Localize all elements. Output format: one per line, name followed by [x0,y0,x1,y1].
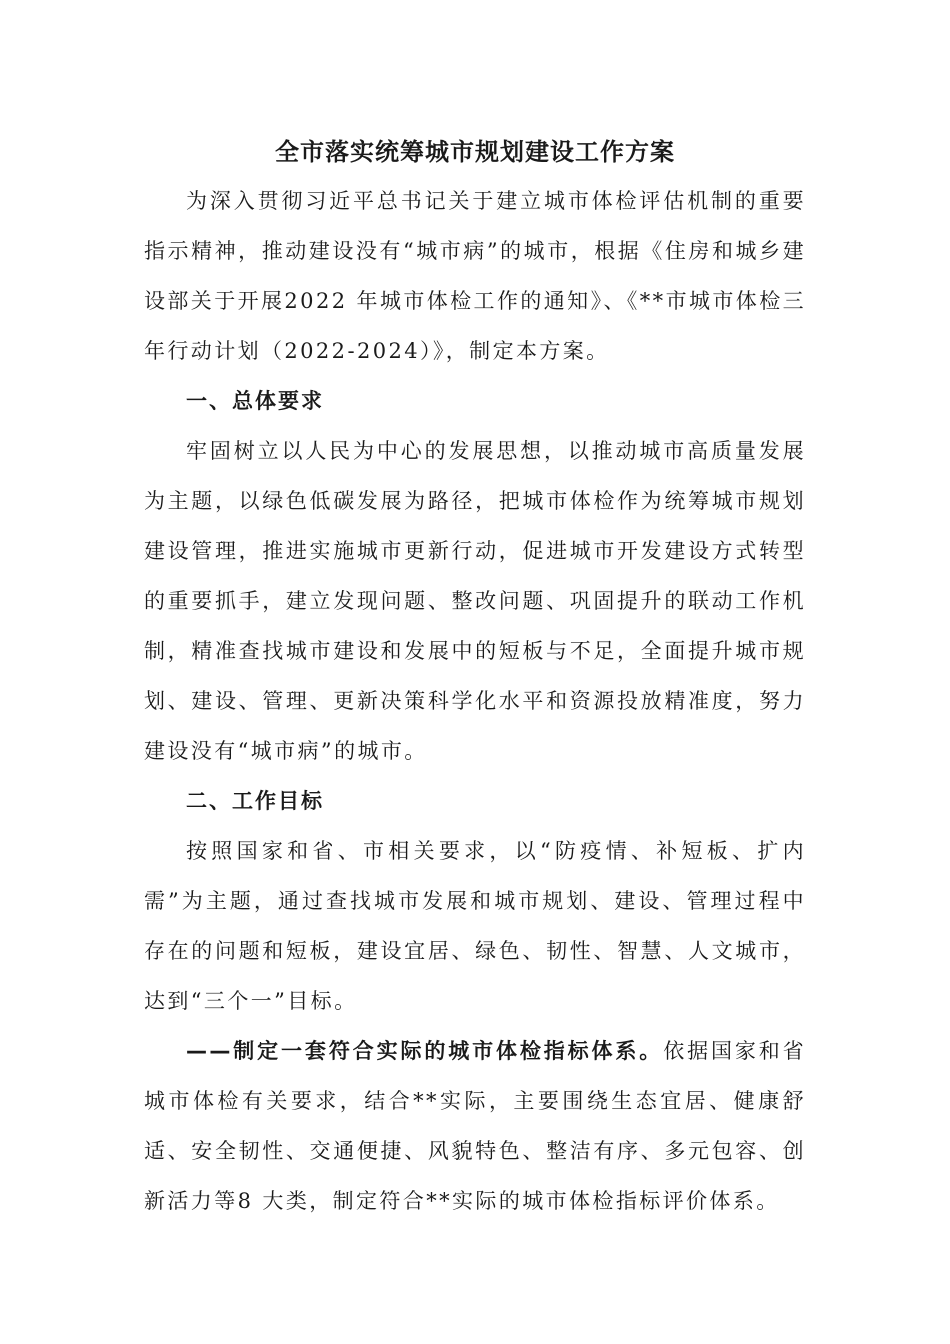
section-heading-general-requirements: 一、总体要求 [186,389,324,413]
general-requirements-paragraph: 牢固树立以人民为中心的发展思想，以推动城市高质量发展为主题，以绿色低碳发展为路径，把城市体检作为统筹城市规划建设管理，推进实施城市更新行动，促进城市开发建设方式转型的重要抓手，建立发现问题、整改问题、巩固提升的联动工作机制，精准查找城市建设和发展中的短板与不足，全面提升城市规划、建设、管理、更新决策科学化水平和资源投放精准度，努力建设没有“城市病”的城市。 [144,439,806,763]
document-title: 全市落实统筹城市规划建设工作方案 [275,138,675,166]
goal-one-paragraph [144,1026,806,1226]
work-goals-paragraph: 按照国家和省、市相关要求，以“防疫情、补短板、扩内需”为主题，通过查找城市发展和城市规划、建设、管理过程中存在的问题和短板，建设宜居、绿色、韧性、智慧、人文城市，达到“三个一”目标。 [144,839,806,1013]
intro-paragraph: 为深入贯彻习近平总书记关于建立城市体检评估机制的重要指示精神，推动建设没有“城市病”的城市，根据《住房和城乡建设部关于开展2022 年城市体检工作的通知》、《**市城市体检三年行动计划（2022-2024）》，制定本方案。 [144,189,806,363]
document-body [144,176,806,1226]
goal-one-lead: ——制定一套符合实际的城市体检指标体系。 [186,1039,664,1063]
section-heading-work-goals: 二、工作目标 [186,789,324,813]
goal-one-text: 依据国家和省城市体检有关要求，结合**实际，主要围绕生态宜居、健康舒适、安全韧性、交通便捷、风貌特色、整洁有序、多元包容、创新活力等8 大类，制定符合**实际的城市体检指标评价体系。 [144,1039,807,1213]
